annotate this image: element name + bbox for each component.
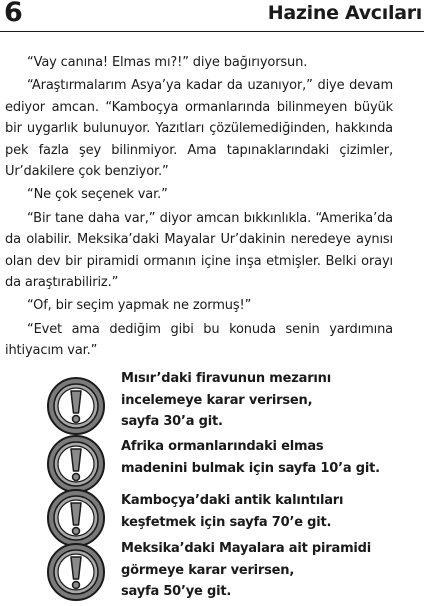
choice-list [0,368,424,600]
paragraph: “Araştırmalarım Asya’ya kadar da uzanıyor,” diye devam ediyor amcan. “Kamboçya ormanlarında bilinmeyen büyük bir uygarlık bulunuyor. Yazıtları çözülemediğinden, hakkında pek fazla şey bilinmiyor. Ama tapınaklarındaki çizimler, Ur’dakilere çok benziyor.” [5,78,393,180]
paragraph: “Vay canına! Elmas mı?!” diye bağırıyorsun. [27,55,308,70]
choice-text: Kamboçya’daki antik kalıntıları keşfetmek için sayfa 70’e git. [121,493,344,530]
paragraph: “Of, bir seçim yapmak ne zormuş!” [27,298,252,314]
choice-text: Afrika ormanlarındaki elmas madenini bulmak için sayfa 10’a git. [121,439,380,476]
book-title: Hazine Avcıları [267,2,422,24]
exclamation-warning-icon [46,434,106,494]
choice-text: Mısır’daki firavunun mezarını incelemeye karar verirsen, sayfa 30’a git. [121,371,331,429]
story-text [5,52,393,364]
paragraph: “Bir tane daha var,” diyor amcan bıkkınlıkla. “Amerika’da da olabilir. Meksika’daki Mayalar Ur’dakinin neredeye aynısı olan dev bir piramidi ormanın içine inşa etmişler. Belki orayı da araştırabiliriz.” [5,210,393,291]
exclamation-warning-icon [46,542,106,602]
exclamation-warning-icon [46,488,106,548]
paragraph: “Evet ama dediğim gibi bu konuda senin yardımına ihtiyacım var.” [5,321,393,359]
page-number: 6 [4,0,23,28]
page-header [0,0,424,32]
choice-text: Meksika’daki Mayalara ait piramidi görmeye karar verirsen, sayfa 50’ye git. [121,541,372,599]
paragraph: “Ne çok seçenek var.” [27,187,168,203]
exclamation-warning-icon [46,376,106,436]
